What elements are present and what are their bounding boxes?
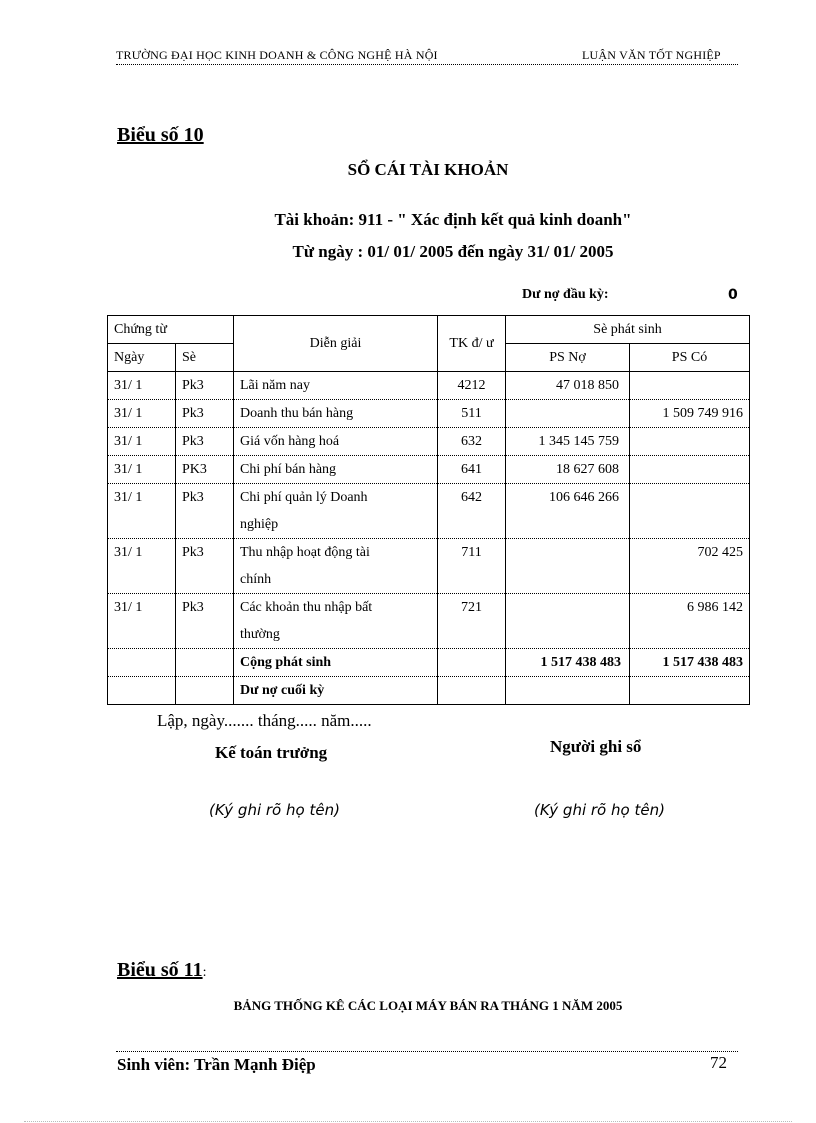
closing-label: Dư nợ cuối kỳ [234, 677, 438, 705]
page-bottom-rule [24, 1121, 792, 1122]
header-so-phat-sinh: Sè phát sinh [506, 316, 750, 344]
total-ps-co: 1 517 438 483 [630, 649, 750, 677]
row-ps-no: 1 345 145 759 [506, 428, 630, 456]
row-ngay: 31/ 1 [108, 539, 176, 594]
chief-accountant-title: Kế toán trưởng [215, 743, 328, 762]
header-ps-no: PS Nợ [506, 344, 630, 372]
table-row [108, 594, 750, 649]
row-ps-co [630, 428, 750, 456]
header-dien-giai: Diễn giải [234, 316, 438, 372]
table-header-row [108, 316, 750, 344]
table-row [108, 539, 750, 594]
row-ngay: 31/ 1 [108, 456, 176, 484]
total-label: Cộng phát sinh [234, 649, 438, 677]
table-row [108, 400, 750, 428]
opening-balance-label: Dư nợ đầu kỳ: [522, 287, 609, 302]
table-row [108, 372, 750, 400]
row-dien-giai [234, 539, 438, 594]
bookkeeper-title: Người ghi sổ [550, 737, 642, 756]
row-so: Pk3 [176, 484, 234, 539]
row-dien-giai: Doanh thu bán hàng [234, 400, 438, 428]
header-thesis: LUẬN VĂN TỐT NGHIỆP [582, 48, 721, 62]
row-ps-no: 106 646 266 [506, 484, 630, 539]
header-ngay: Ngày [108, 344, 176, 372]
footer-rule [116, 1051, 738, 1052]
row-tk: 642 [438, 484, 506, 539]
ledger-table [107, 315, 750, 705]
header-chung-tu: Chứng từ [108, 316, 234, 344]
row-ps-co: 702 425 [630, 539, 750, 594]
row-ps-co [630, 456, 750, 484]
row-ps-no: 18 627 608 [506, 456, 630, 484]
row-tk: 4212 [438, 372, 506, 400]
row-ps-no: 47 018 850 [506, 372, 630, 400]
bookkeeper-note: (Ký ghi rõ họ tên) [534, 801, 665, 819]
row-dien-giai-line1: Chi phí quản lý Doanh [240, 490, 368, 505]
row-ps-no [506, 400, 630, 428]
row-ps-co: 1 509 749 916 [630, 400, 750, 428]
ledger-title: SỔ CÁI TÀI KHOẢN [347, 160, 509, 179]
section11-title: BẢNG THỐNG KÊ CÁC LOẠI MÁY BÁN RA THÁNG 1 NĂM 2005 [233, 998, 623, 1013]
row-tk: 511 [438, 400, 506, 428]
row-dien-giai: Lãi năm nay [234, 372, 438, 400]
header-so: Sè [176, 344, 234, 372]
header-rule [116, 64, 738, 65]
header-tk-doi-ung: TK đ/ ư [438, 316, 506, 372]
section11-label: Biểu số 11 [117, 959, 203, 981]
row-dien-giai-line2: thường [240, 627, 280, 642]
table-row [108, 428, 750, 456]
header-ps-co: PS Có [630, 344, 750, 372]
row-dien-giai: Chi phí bán hàng [234, 456, 438, 484]
chief-accountant-note: (Ký ghi rõ họ tên) [209, 801, 340, 819]
row-ps-co [630, 372, 750, 400]
row-dien-giai-line1: Các khoản thu nhập bất [240, 600, 373, 615]
row-so: Pk3 [176, 428, 234, 456]
total-ps-no: 1 517 438 483 [506, 649, 630, 677]
row-so: Pk3 [176, 372, 234, 400]
footer-student: Sinh viên: Trần Mạnh Điệp [117, 1055, 316, 1074]
row-ps-co: 6 986 142 [630, 594, 750, 649]
row-dien-giai-line1: Thu nhập hoạt động tài [240, 545, 370, 560]
row-tk: 641 [438, 456, 506, 484]
period-line: Từ ngày : 01/ 01/ 2005 đến ngày 31/ 01/ 2005 [292, 242, 614, 261]
row-tk: 721 [438, 594, 506, 649]
opening-balance-value: 0 [728, 287, 738, 303]
row-ps-no [506, 594, 630, 649]
row-ps-co [630, 484, 750, 539]
row-dien-giai-line2: nghiệp [240, 517, 279, 532]
row-so: Pk3 [176, 539, 234, 594]
date-line: Lập, ngày....... tháng..... năm..... [157, 711, 372, 730]
row-so: PK3 [176, 456, 234, 484]
table-row [108, 484, 750, 539]
row-ps-no [506, 539, 630, 594]
row-so: Pk3 [176, 400, 234, 428]
row-ngay: 31/ 1 [108, 400, 176, 428]
row-so: Pk3 [176, 594, 234, 649]
row-ngay: 31/ 1 [108, 594, 176, 649]
row-tk: 711 [438, 539, 506, 594]
total-row [108, 649, 750, 677]
row-dien-giai: Giá vốn hàng hoá [234, 428, 438, 456]
closing-row [108, 677, 750, 705]
section11-heading [117, 959, 206, 982]
header-school: TRƯỜNG ĐẠI HỌC KINH DOANH & CÔNG NGHỆ HÀ NỘI [116, 48, 438, 62]
section10-label: Biểu số 10 [117, 124, 204, 146]
section11-colon: : [202, 965, 207, 980]
row-dien-giai [234, 484, 438, 539]
row-ngay: 31/ 1 [108, 484, 176, 539]
row-ngay: 31/ 1 [108, 428, 176, 456]
table-row [108, 456, 750, 484]
row-dien-giai [234, 594, 438, 649]
account-line: Tài khoản: 911 - " Xác định kết quả kinh doanh" [274, 210, 632, 229]
row-ngay: 31/ 1 [108, 372, 176, 400]
row-tk: 632 [438, 428, 506, 456]
row-dien-giai-line2: chính [240, 572, 272, 587]
page-number: 72 [710, 1053, 727, 1072]
